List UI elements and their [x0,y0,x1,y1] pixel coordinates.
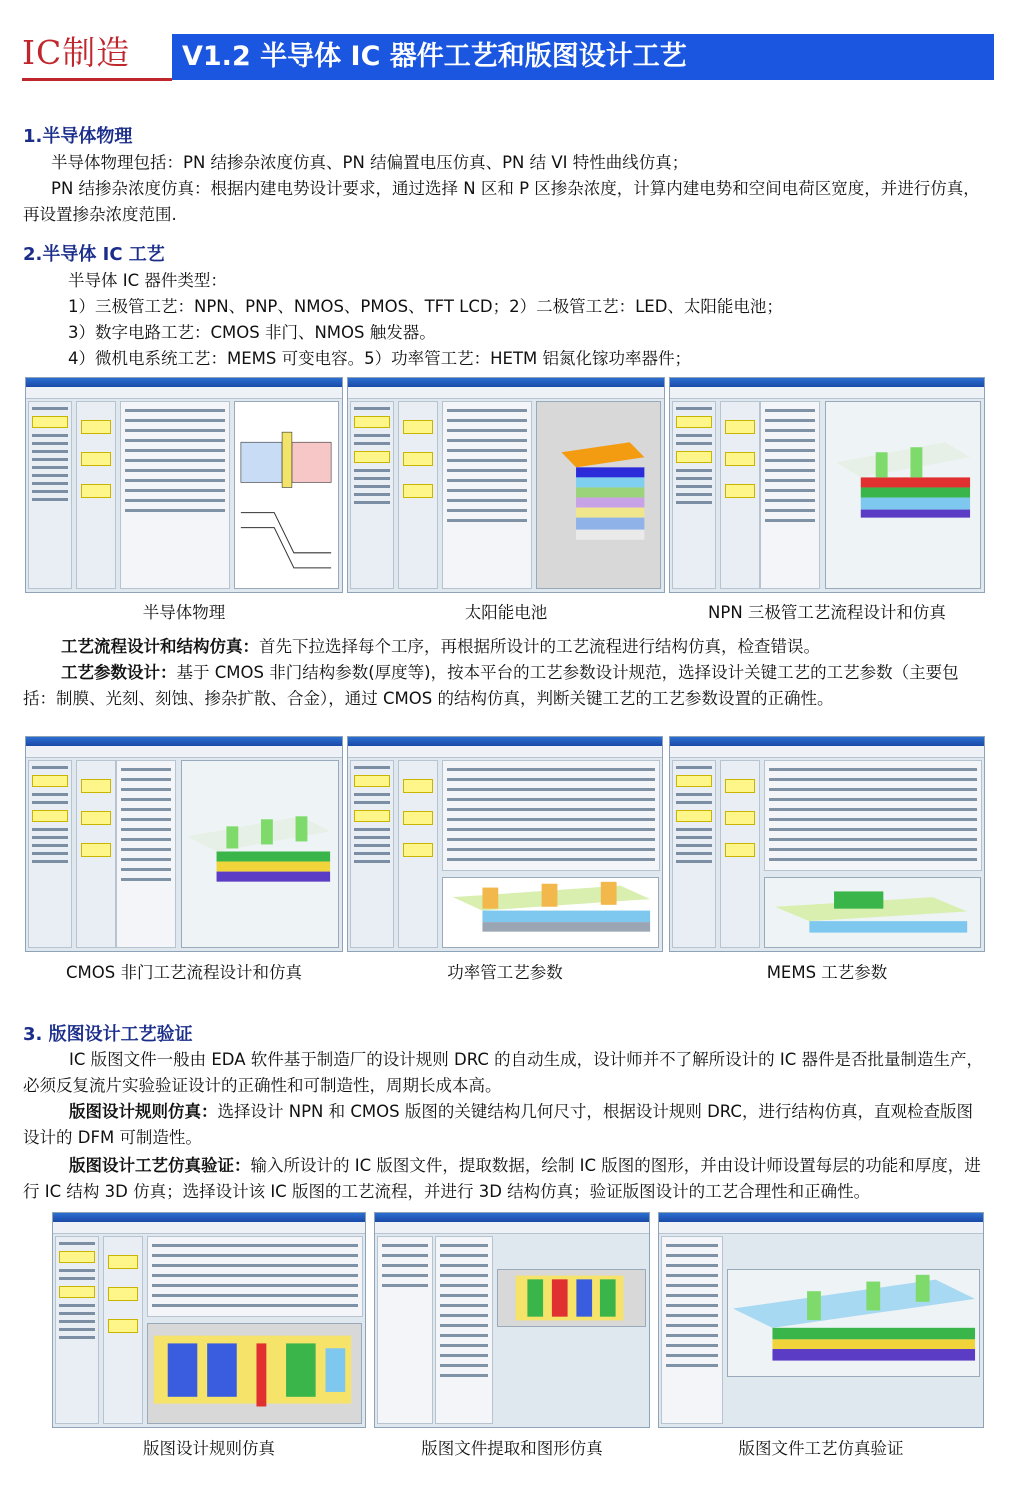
screenshot-npn-process [669,377,985,593]
screenshot-semiconductor-physics [25,377,343,593]
layout-rule-paragraph [23,1099,988,1151]
layout-process-paragraph [23,1153,988,1205]
caption-power-device: 功率管工艺参数 [447,963,563,982]
screenshot-cmos-inverter [25,736,343,952]
caption-npn-process: NPN 三极管工艺流程设计和仿真 [708,603,946,622]
caption-layout-extract: 版图文件提取和图形仿真 [421,1439,603,1458]
device-types-line: 半导体 IC 器件类型： [68,271,227,290]
screenshot-layout-drc [52,1212,366,1428]
section-3-paragraph-1 [23,1047,988,1099]
device-types-line-1: 1）三极管工艺：NPN、PNP、NMOS、PMOS、TFT LCD；2）二极管工艺：LED、太阳能电池； [68,297,783,316]
device-types-line-2: 3）数字电路工艺：CMOS 非门、NMOS 触发器。 [68,323,436,342]
logo: IC制造 [22,33,131,72]
screenshot-row-3 [0,1212,1033,1432]
layout-process-text: 输入所设计的 IC 版图文件，提取数据，绘制 IC 版图的图形，并由设计师设置每层的功能和厚度，进行 IC 结构 3D 仿真；选择设计该 IC 版图的工艺流程，并进行 3D 结构仿真；验证版图设计的工艺合理性和正确性。 [23,1156,981,1201]
screenshot-solar-cell [347,377,665,593]
process-flow-label: 工艺流程设计和结构仿真： [61,637,259,656]
screenshot-row-2 [0,736,1033,956]
process-param-paragraph [23,660,988,712]
page-header [22,28,994,82]
section-1-paragraph-1: 半导体物理包括：PN 结掺杂浓度仿真、PN 结偏置电压仿真、PN 结 VI 特性曲线仿真； [51,153,689,172]
section-3-text: IC 版图文件一般由 EDA 软件基于制造厂的设计规则 DRC 的自动生成，设计师并不了解所设计的 IC 器件是否批量制造生产，必须反复流片实验验证设计的正确性和可制造性，周期长成本高。 [23,1050,983,1095]
screenshot-mems [669,736,985,952]
section-1-heading: 1.半导体物理 [23,126,133,147]
screenshot-power-device [347,736,663,952]
caption-layout-process: 版图文件工艺仿真验证 [738,1439,904,1458]
caption-semiconductor-physics: 半导体物理 [142,603,226,622]
logo-underline [22,78,172,81]
process-param-text: 基于 CMOS 非门结构参数(厚度等)，按本平台的工艺参数设计规范，选择设计关键工艺的工艺参数（主要包括：制膜、光刻、刻蚀、掺杂扩散、合金），通过 CMOS 的结构仿真，判断关键工艺的工艺参数设置的正确性。 [23,663,959,708]
process-flow-paragraph [23,634,988,660]
layout-rule-label: 版图设计规则仿真： [69,1102,218,1121]
process-param-label: 工艺参数设计： [61,663,177,682]
screenshot-layout-extract [374,1212,650,1428]
caption-layout-drc: 版图设计规则仿真 [143,1439,275,1458]
section-1-paragraph-2: PN 结掺杂浓度仿真：根据内建电势设计要求，通过选择 N 区和 P 区掺杂浓度，计算内建电势和空间电荷区宽度，并进行仿真，再设置掺杂浓度范围. [23,179,980,224]
caption-cmos-inverter: CMOS 非门工艺流程设计和仿真 [66,963,302,982]
layout-rule-text: 选择设计 NPN 和 CMOS 版图的关键结构几何尺寸，根据设计规则 DRC，进行结构仿真，直观检查版图设计的 DFM 可制造性。 [23,1102,973,1147]
caption-mems: MEMS 工艺参数 [766,963,888,982]
process-flow-text: 首先下拉选择每个工序，再根据所设计的工艺流程进行结构仿真，检查错误。 [259,637,820,656]
section-2-heading: 2.半导体 IC 工艺 [23,244,165,265]
caption-solar-cell: 太阳能电池 [464,603,548,622]
section-3-heading: 3. 版图设计工艺验证 [23,1024,193,1045]
device-types-line-3: 4）微机电系统工艺：MEMS 可变电容。5）功率管工艺：HETM 铝氮化镓功率器件； [68,349,692,368]
screenshot-row-1 [0,377,1033,597]
screenshot-layout-process [658,1212,984,1428]
page-title: V1.2 半导体 IC 器件工艺和版图设计工艺 [172,34,994,80]
layout-process-label: 版图设计工艺仿真验证： [69,1156,251,1175]
